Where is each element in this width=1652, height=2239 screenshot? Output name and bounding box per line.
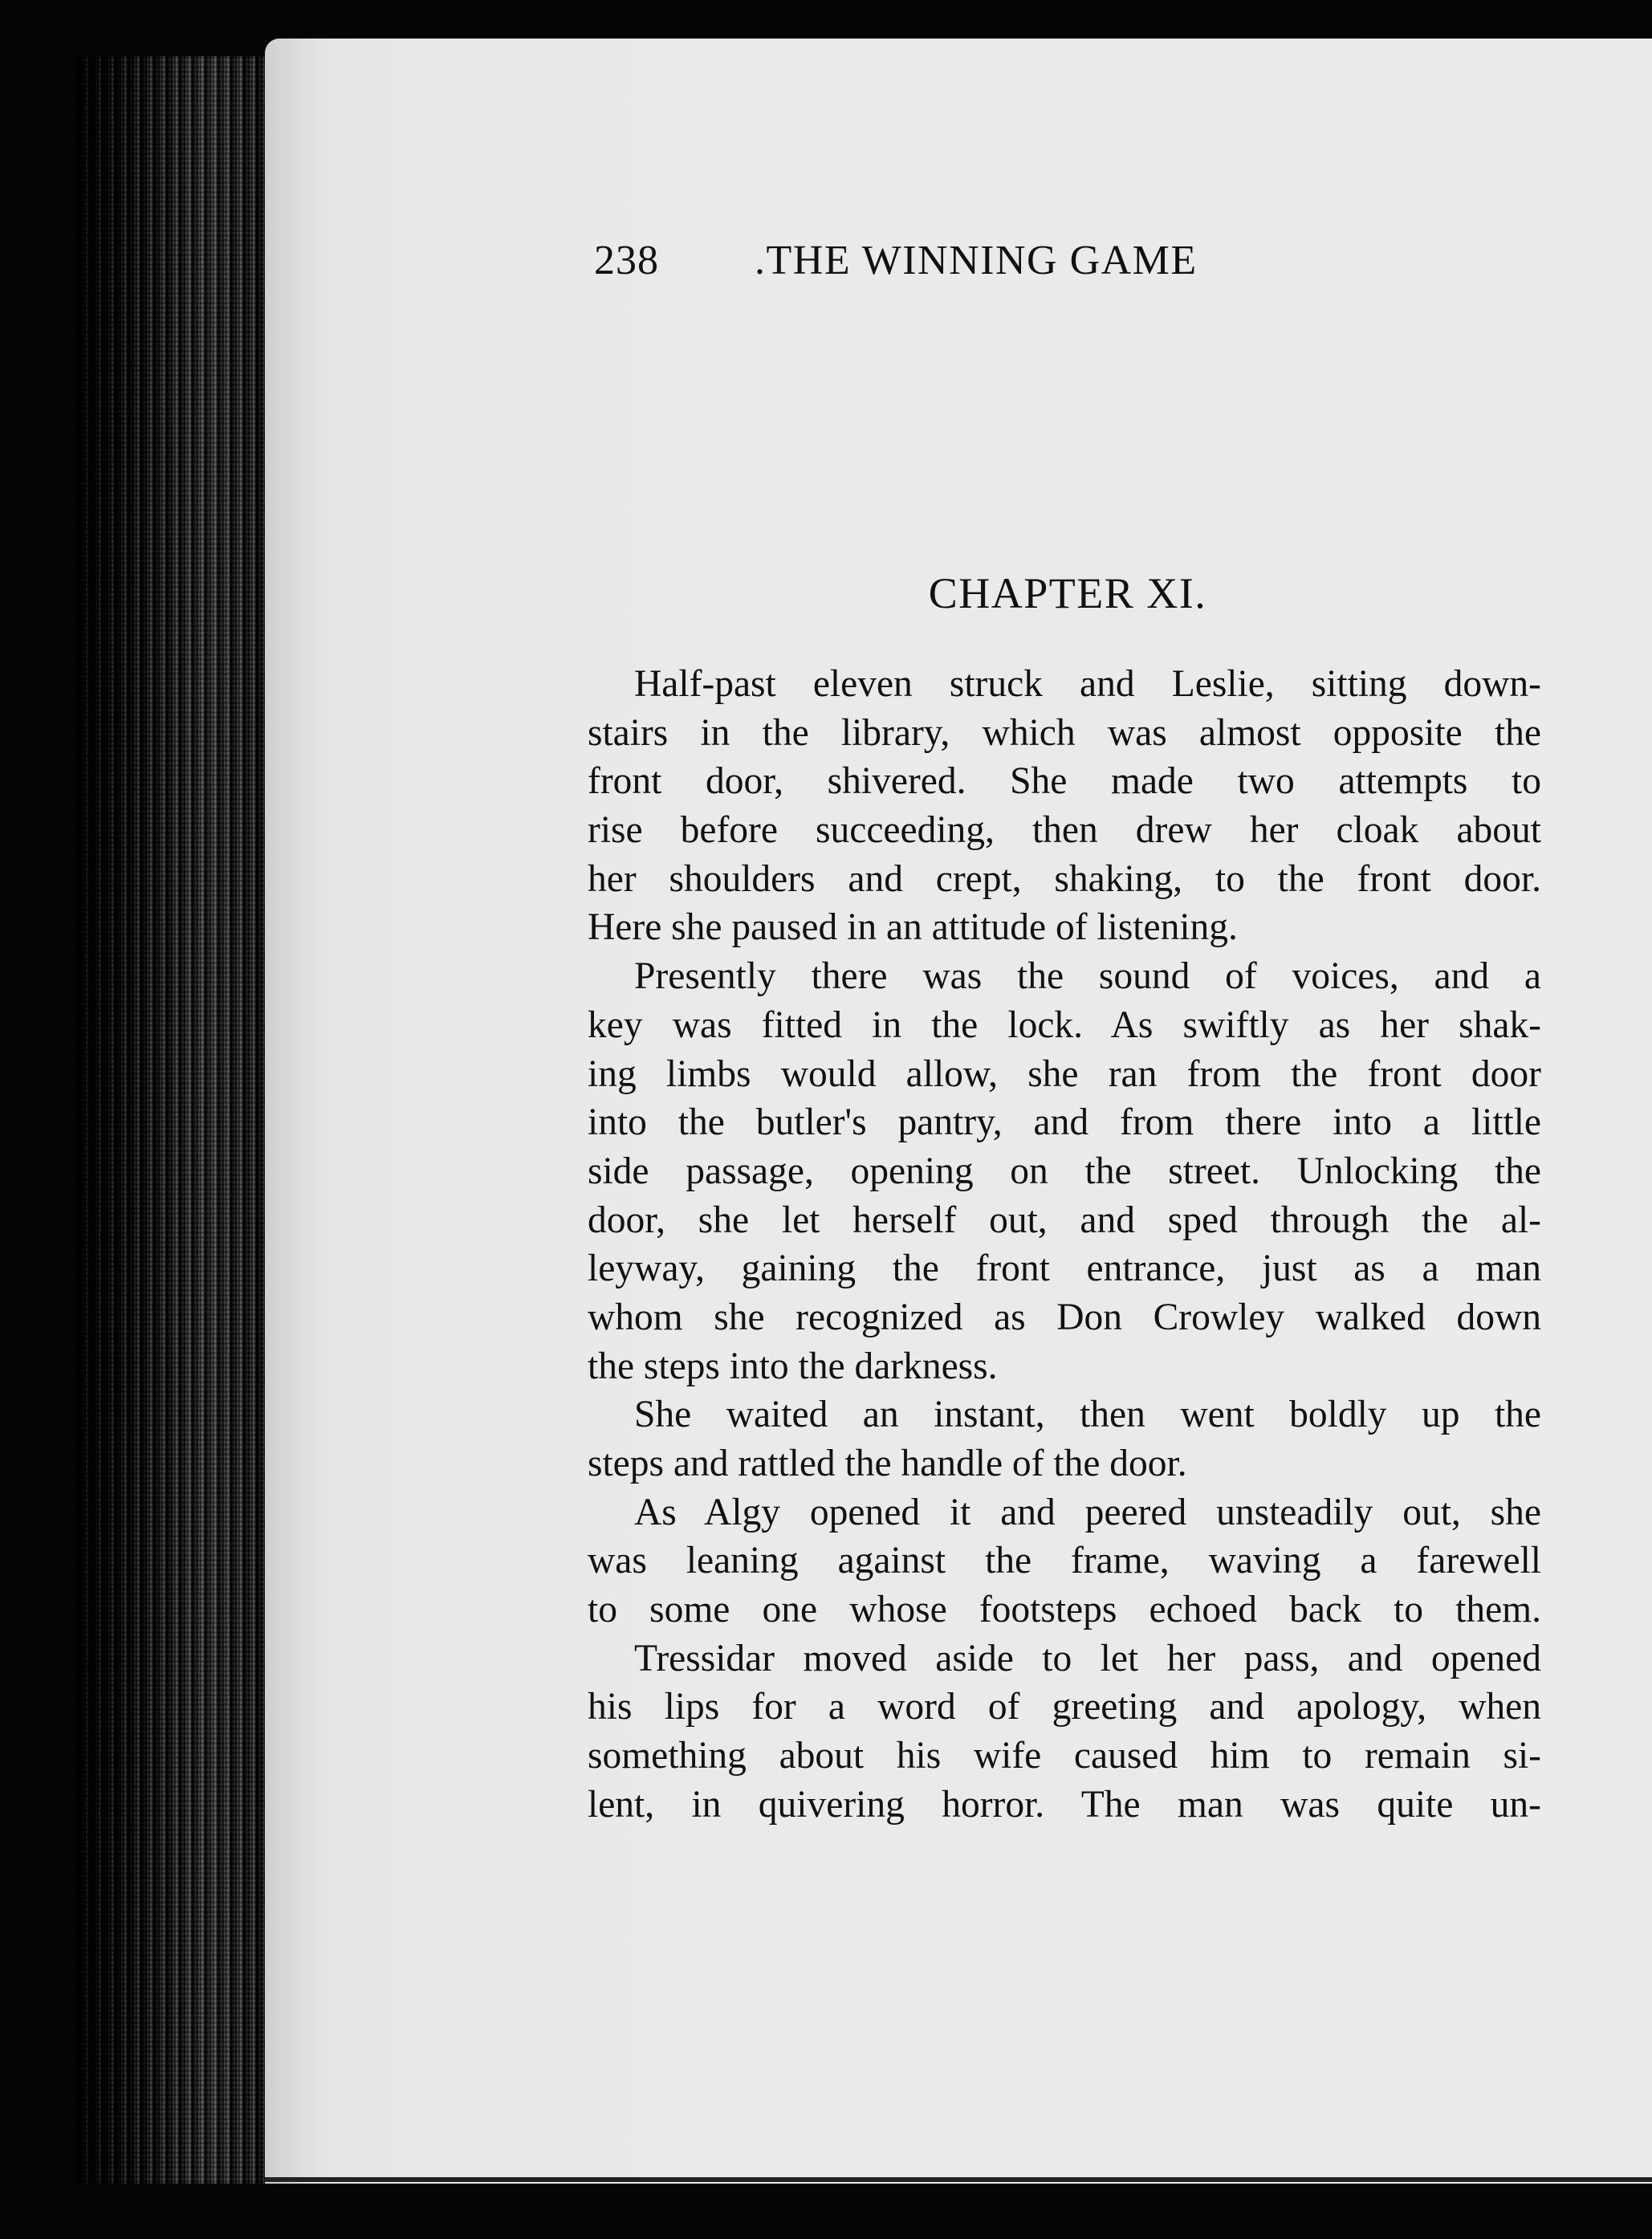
text-line: Presently there was the sound of voices, and a [634,955,1541,998]
text-line: something about his wife caused him to remain si- [588,1735,1541,1777]
paragraph [588,952,1541,1390]
text-line: the steps into the darkness. [588,1345,998,1387]
paragraph [588,1488,1541,1634]
text-line: rise before succeeding, then drew her cloak about [588,809,1541,852]
text-line: As Algy opened it and peered unsteadily out, she [634,1491,1541,1533]
text-line: lent, in quivering horror. The man was quite un- [588,1783,1541,1826]
text-line: Tressidar moved aside to let her pass, and opened [634,1637,1541,1679]
text-line: key was fitted in the lock. As swiftly as her shak- [588,1003,1541,1046]
text-line: front door, shivered. She made two attempts to [588,760,1541,803]
text-line: leyway, gaining the front entrance, just as a man [588,1248,1541,1290]
text-line: was leaning against the frame, waving a farewell [588,1540,1541,1582]
text-line: her shoulders and crept, shaking, to the front door. [588,857,1541,900]
body-text [588,660,1541,1830]
page-number: 238 [594,238,659,283]
paragraph [588,1390,1541,1488]
chapter-heading: CHAPTER XI. [928,569,1207,617]
text-line: Here she paused in an attitude of listening. [588,906,1238,949]
text-line: whom she recognized as Don Crowley walked down [588,1296,1541,1338]
text-line: into the butler's pantry, and from there into a little [588,1101,1541,1144]
text-line: door, she let herself out, and sped through the al- [588,1199,1541,1241]
running-head [594,237,1557,301]
text-line: Half-past eleven struck and Leslie, sitting down- [634,663,1541,705]
running-title: .THE WINNING GAME [755,238,1198,283]
text-line: side passage, opening on the street. Unlocking the [588,1150,1541,1192]
paragraph [588,1634,1541,1830]
text-line: stairs in the library, which was almost opposite the [588,711,1541,754]
page-bottom-edge [265,2177,1652,2182]
text-line: ing limbs would allow, she ran from the front door [588,1052,1541,1095]
text-line: his lips for a word of greeting and apology, when [588,1686,1541,1728]
paragraph [588,660,1541,952]
text-line: She waited an instant, then went boldly up the [634,1394,1541,1436]
text-line: steps and rattled the handle of the door. [588,1443,1187,1484]
text-line: to some one whose footsteps echoed back to them. [588,1589,1541,1631]
